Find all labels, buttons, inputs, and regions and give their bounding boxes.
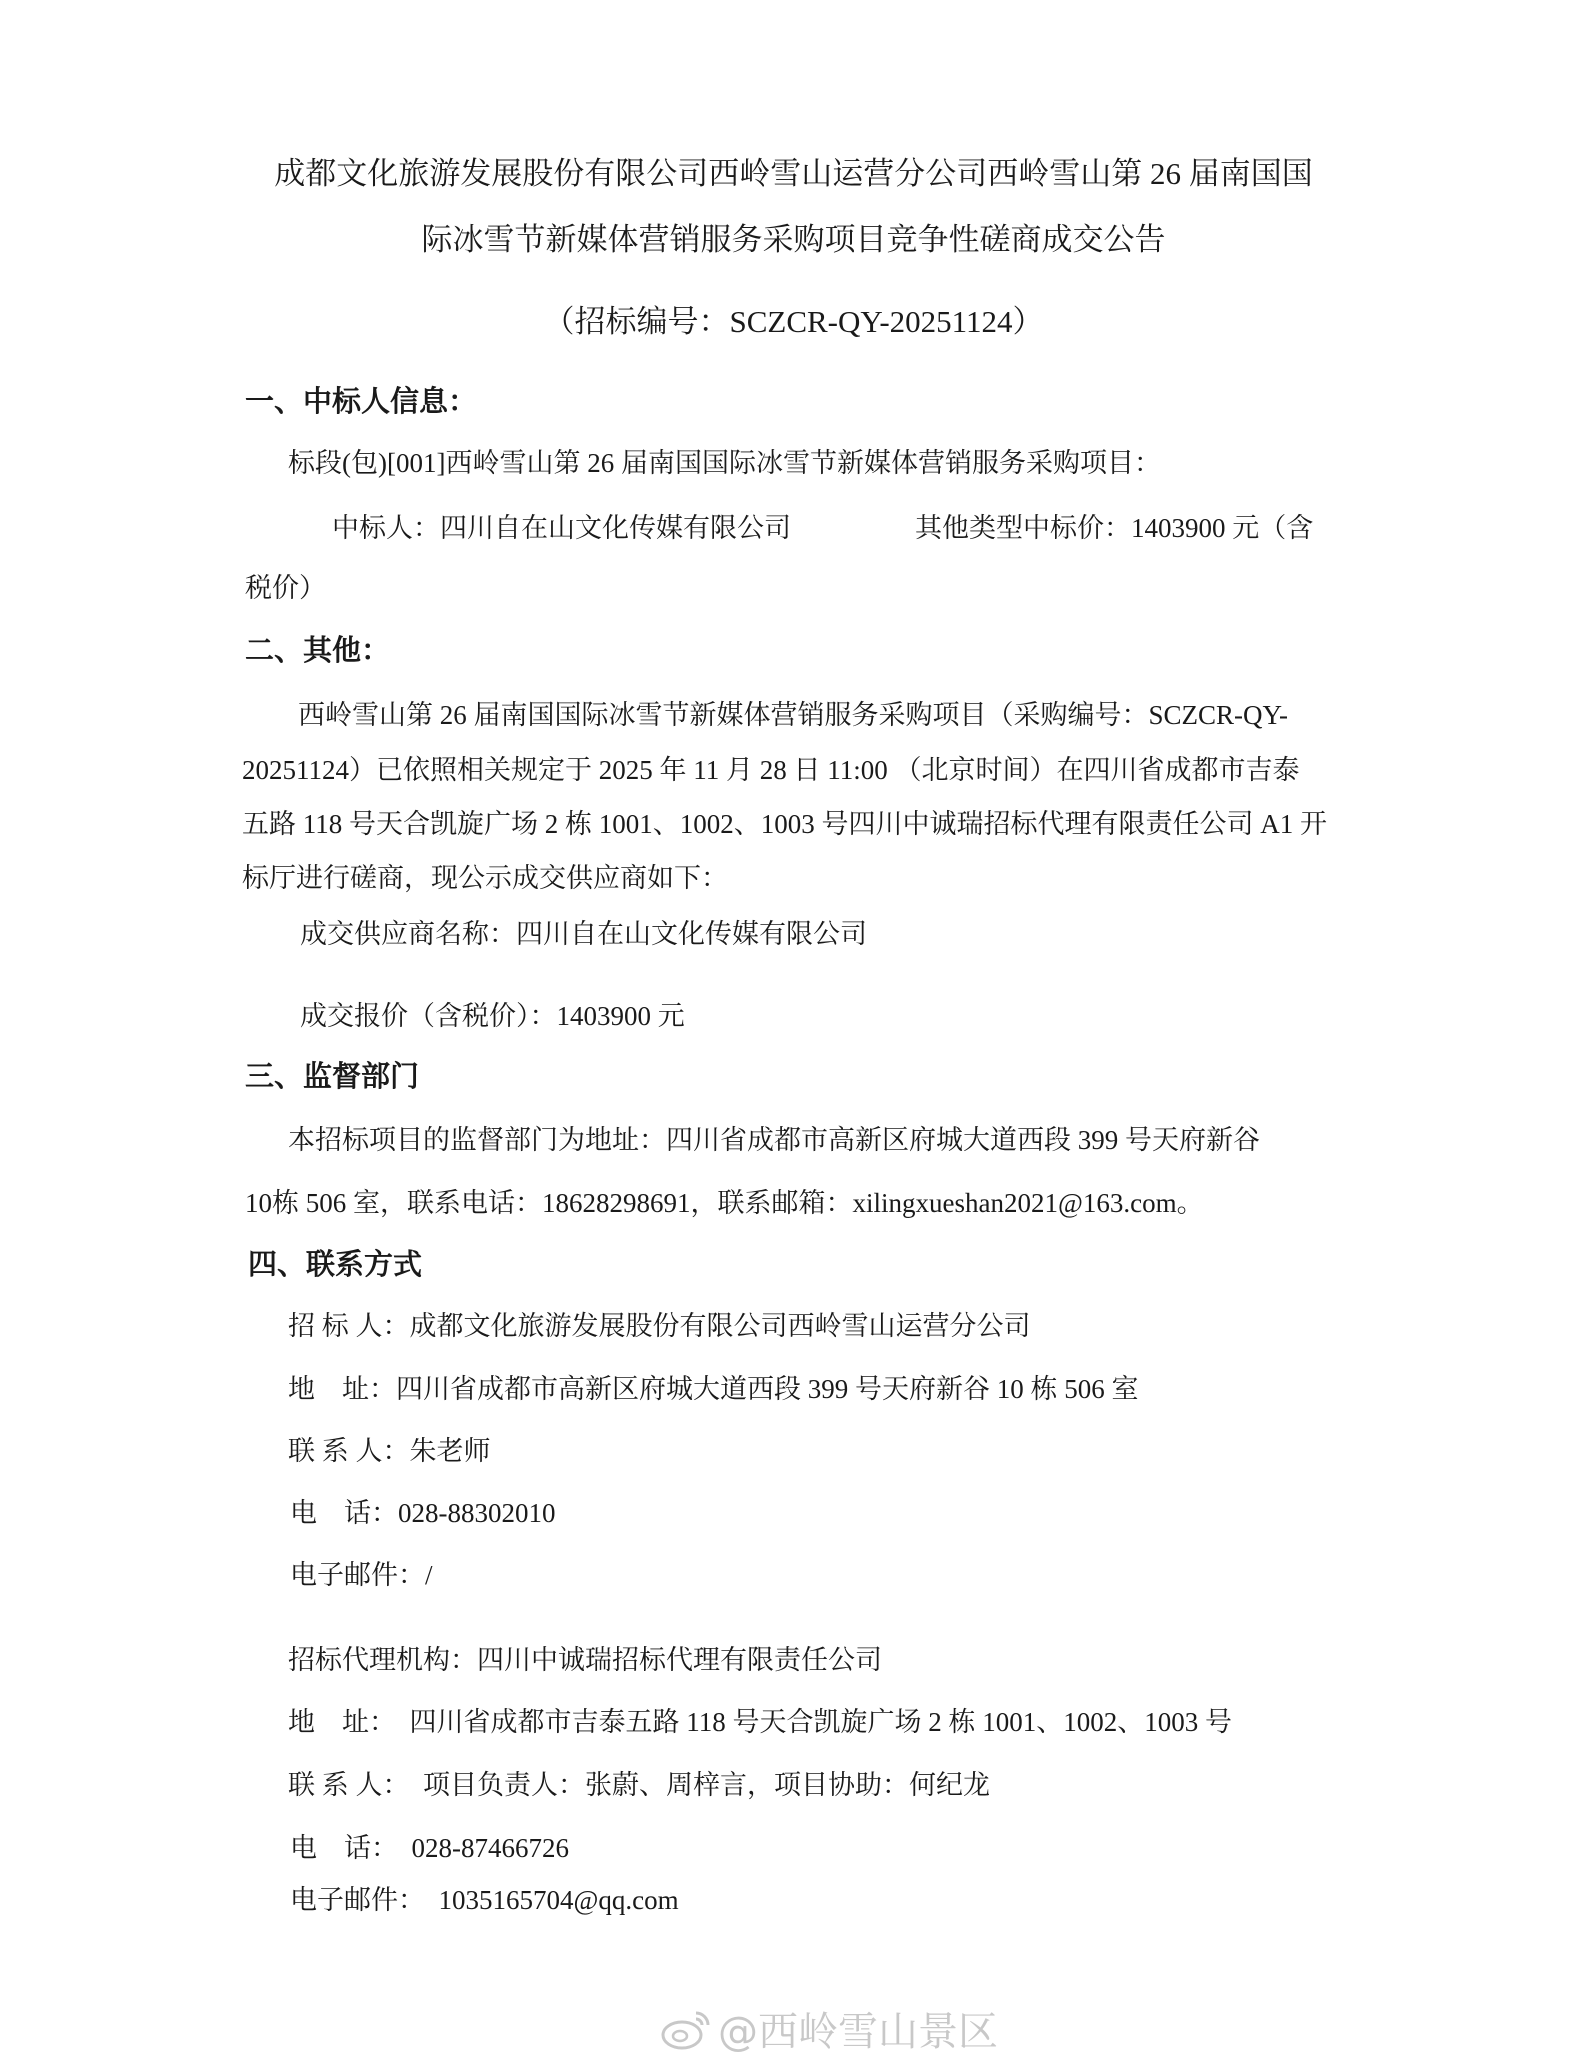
- agency-phone: 电 话： 028-87466726: [290, 1833, 569, 1863]
- title-line-2: 际冰雪节新媒体营销服务采购项目竞争性磋商成交公告: [421, 222, 1166, 257]
- para-line-1: 西岭雪山第 26 届南国国际冰雪节新媒体营销服务采购项目（采购编号：SCZCR-QY-: [298, 700, 1289, 730]
- supervision-line-1: 本招标项目的监督部门为地址：四川省成都市高新区府城大道西段 399 号天府新谷: [288, 1125, 1260, 1155]
- agency: 招标代理机构：四川中诚瑞招标代理有限责任公司: [288, 1645, 882, 1675]
- para-line-2: 20251124）已依照相关规定于 2025 年 11 月 28 日 11:00 （北京时间）在四川省成都市吉泰: [242, 755, 1300, 785]
- tenderer-address: 地 址：四川省成都市高新区府城大道西段 399 号天府新谷 10 栋 506 室: [288, 1374, 1139, 1404]
- agency-contact: 联 系 人： 项目负责人：张蔚、周梓言，项目协助：何纪龙: [288, 1770, 990, 1800]
- tenderer-email: 电子邮件：/: [290, 1560, 433, 1590]
- title-line-1: 成都文化旅游发展股份有限公司西岭雪山运营分公司西岭雪山第 26 届南国国: [274, 156, 1313, 191]
- weibo-watermark: [660, 2000, 998, 2057]
- winner-text: 中标人：四川自在山文化传媒有限公司: [332, 513, 791, 543]
- section-3-heading: 三、监督部门: [245, 1061, 420, 1093]
- section-2-heading: 二、其他：: [245, 635, 391, 667]
- para-line-3: 五路 118 号天合凯旋广场 2 栋 1001、1002、1003 号四川中诚瑞招标代理有限责任公司 A1 开: [242, 809, 1327, 839]
- supervision-line-2: 10栋 506 室，联系电话：18628298691，联系邮箱：xilingxueshan2021@163.com。: [245, 1188, 1204, 1218]
- para-line-4: 标厅进行磋商，现公示成交供应商如下：: [242, 863, 728, 893]
- tenderer-contact: 联 系 人：朱老师: [288, 1436, 491, 1466]
- tender-code: （招标编号：SCZCR-QY-20251124）: [543, 304, 1044, 339]
- winning-price-cont: 税价）: [245, 573, 326, 603]
- section-4-heading: 四、联系方式: [248, 1249, 423, 1281]
- section-1-heading: 一、中标人信息：: [245, 386, 478, 418]
- watermark-text: @西岭雪山景区: [718, 2009, 998, 2055]
- lot-text: 标段(包)[001]西岭雪山第 26 届南国国际冰雪节新媒体营销服务采购项目：: [288, 448, 1161, 478]
- agency-email: 电子邮件： 1035165704@qq.com: [290, 1885, 679, 1915]
- tenderer: 招 标 人：成都文化旅游发展股份有限公司西岭雪山运营分公司: [288, 1311, 1031, 1341]
- winning-price: 其他类型中标价：1403900 元（含: [915, 513, 1314, 543]
- weibo-icon: [660, 2007, 712, 2051]
- supplier-name: 成交供应商名称：四川自在山文化传媒有限公司: [300, 919, 867, 949]
- agency-address: 地 址： 四川省成都市吉泰五路 118 号天合凯旋广场 2 栋 1001、1002、1003 号: [288, 1707, 1232, 1737]
- quote-price: 成交报价（含税价）：1403900 元: [300, 1001, 685, 1031]
- tenderer-phone: 电 话：028-88302010: [290, 1498, 556, 1528]
